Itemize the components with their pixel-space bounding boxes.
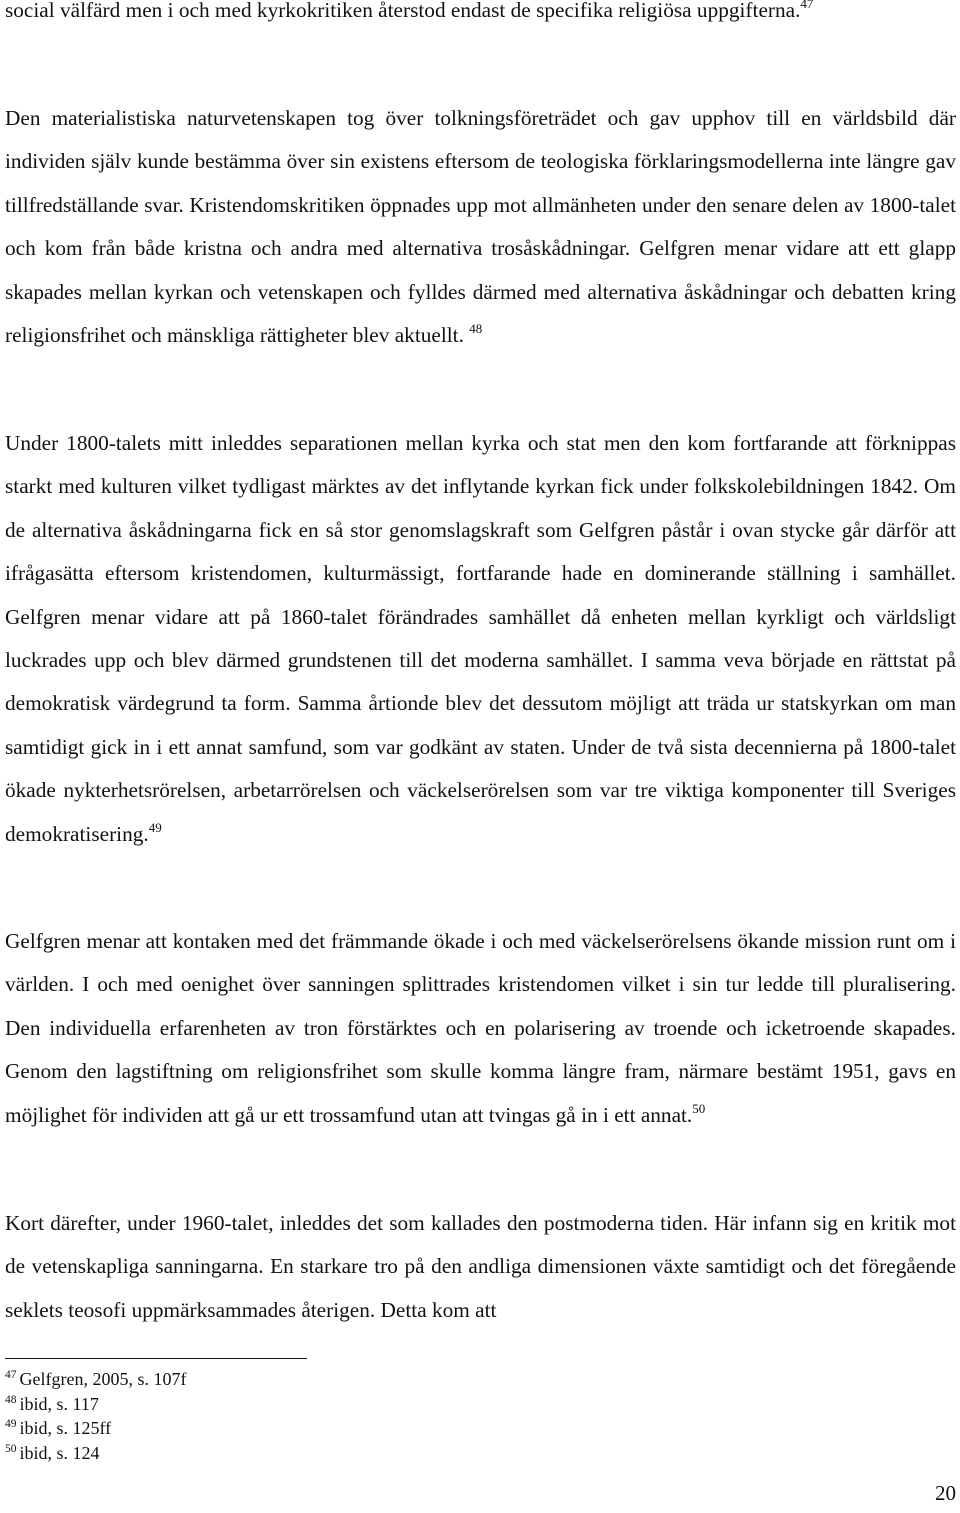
footnote-text: ibid, s. 125ff xyxy=(19,1418,112,1438)
footnote-reference[interactable]: 49 xyxy=(148,819,162,835)
paragraph-text: social välfärd men i och med kyrkokritiken återstod endast de specifika religiösa uppgifterna. xyxy=(5,0,801,22)
footnote-text: ibid, s. 124 xyxy=(19,1442,100,1463)
paragraph-1 xyxy=(5,0,956,32)
footnote-reference[interactable]: 48 xyxy=(469,321,483,337)
footnote-text: Gelfgren, 2005, s. 107f xyxy=(19,1369,187,1389)
footnote-item xyxy=(5,1441,505,1466)
footnote-list xyxy=(5,1367,505,1465)
paragraph-text: Den materialistiska naturvetenskapen tog över tolkningsföreträdet och gav upphov till en världsbild där individen själv kunde bestämma över sin existens eftersom de teologiska förklaringsmodellerna inte längre gav tillfredställande svar. Kristendomskritiken öppnades upp mot allmänheten under den senare delen av 1800-talet och kom från både kristna och andra med alternativa trosåskådningar. Gelfgren menar vidare att ett glapp skapades mellan kyrkan och vetenskapen och fylldes därmed med alternativa åskådningar och debatten kring religionsfrihet och mänskliga rättigheter blev aktuellt. xyxy=(5,106,956,348)
page-number: 20 xyxy=(935,1481,956,1505)
footnote-item xyxy=(5,1416,505,1441)
paragraph-2 xyxy=(5,97,956,357)
footnote-number: 48 xyxy=(5,1393,17,1406)
paragraph-4 xyxy=(5,920,956,1137)
paragraph-3 xyxy=(5,422,956,856)
footnote-item xyxy=(5,1367,505,1392)
footnote-text: ibid, s. 117 xyxy=(19,1393,99,1414)
paragraph-text: Kort därefter, under 1960-talet, inleddes det som kallades den postmoderna tiden. Här infann sig en kritik mot de vetenskapliga sanningarna. En starkare tro på den andliga dimensionen växte samtidigt och det föregående seklets teosofi uppmärksammades återigen. Detta kom att xyxy=(5,1211,956,1322)
footnote-number: 50 xyxy=(5,1442,17,1455)
paragraph-text: Gelfgren menar att kontaken med det främmande ökade i och med väckelserörelsens ökande mission runt om i världen. I och med oenighet över sanningen splittrades kristendomen vilket i sin tur ledde till pluralisering. Den individuella erfarenheten av tron förstärktes och en polarisering av troende och icketroende skapades. Genom den lagstiftning om religionsfrihet som skulle komma längre fram, närmare bestämt 1951, gavs en möjlighet för individen att gå ur ett trossamfund utan att tvingas gå in i ett annat. xyxy=(5,929,956,1127)
footnote-reference[interactable]: 47 xyxy=(800,0,814,11)
footnote-reference[interactable]: 50 xyxy=(692,1100,706,1116)
footnote-number: 49 xyxy=(5,1418,17,1430)
footnote-number: 47 xyxy=(5,1369,17,1381)
paragraph-5 xyxy=(5,1202,956,1332)
footnote-separator xyxy=(5,1358,307,1359)
paragraph-text: Under 1800-talets mitt inleddes separationen mellan kyrka och stat men den kom fortfarande att förknippas starkt med kulturen vilket tydligast märktes av det inflytande kyrkan fick under folkskolebildningen 1842. Om de alternativa åskådningarna fick en så stor genomslagskraft som Gelfgren påstår i ovan stycke går därför att ifrågasätta eftersom kristendomen, kulturmässigt, fortfarande hade en dominerande ställning i samhället. Gelfgren menar vidare att på 1860-talet förändrades samhället då enheten mellan kyrkligt och världsligt luckrades upp och blev därmed grundstenen till det moderna samhället. I samma veva började en rättstat på demokratisk värdegrund ta form. Samma årtionde blev det dessutom möjligt att träda ur statskyrkan om man samtidigt gick in i ett annat samfund, som var godkänt av staten. Under de två sista decennierna på 1800-talet ökade nykterhetsrörelsen, arbetarrörelsen och väckelserörelsen som var tre viktiga komponenter till Sveriges demokratisering. xyxy=(5,431,956,846)
footnote-item xyxy=(5,1392,505,1417)
